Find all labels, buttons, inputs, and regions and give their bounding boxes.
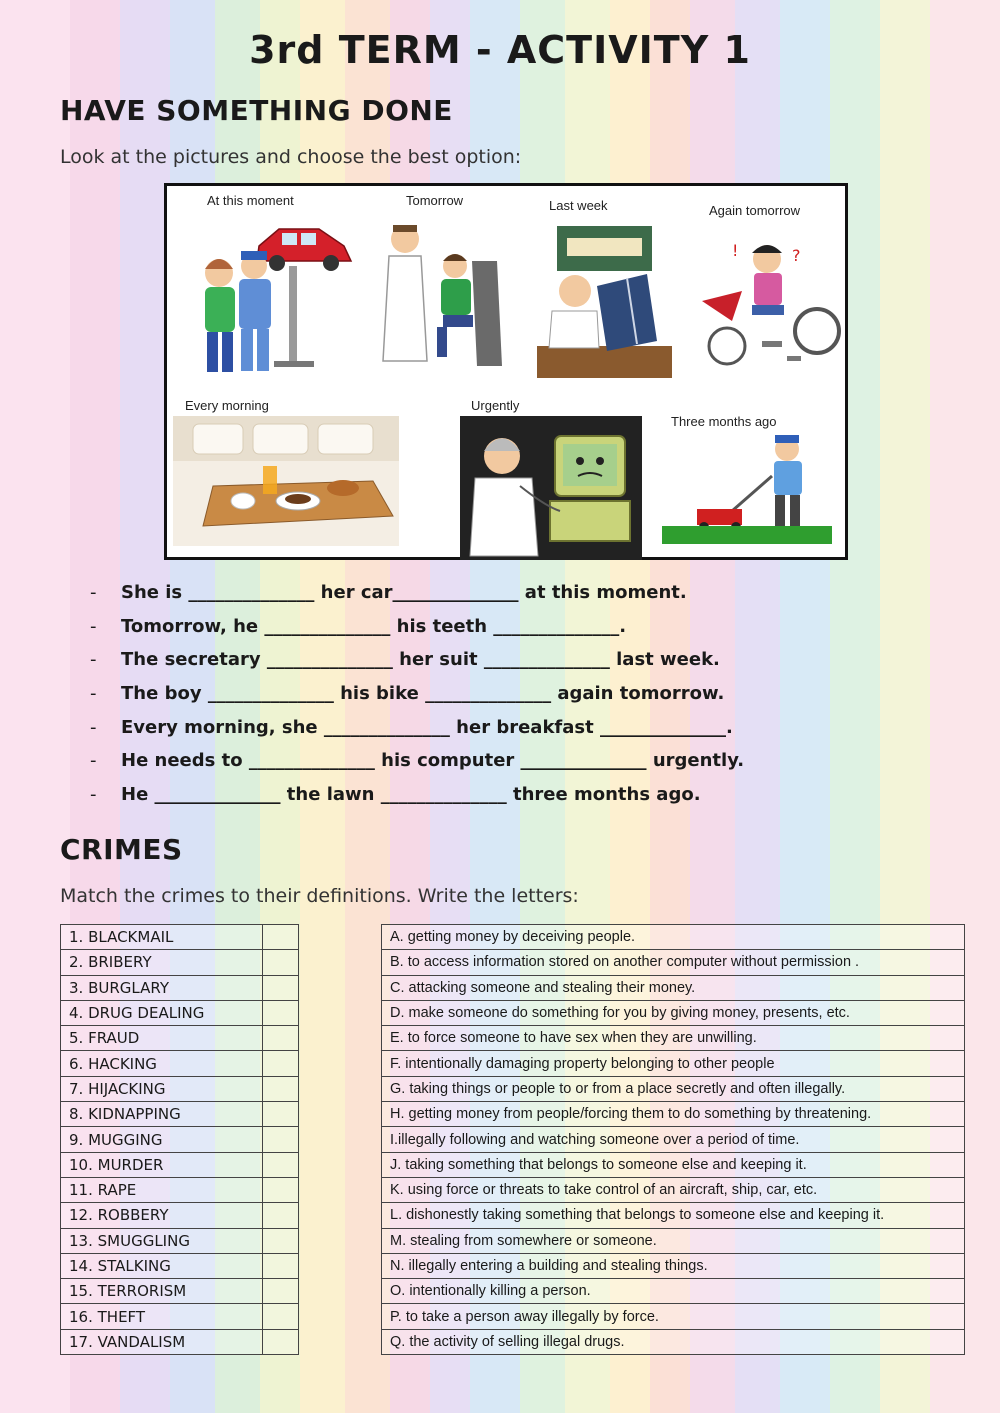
answer-letter-box[interactable] xyxy=(263,1076,299,1101)
answer-letter-box[interactable] xyxy=(263,1102,299,1127)
definition-row xyxy=(382,1253,965,1278)
answer-letter-box[interactable] xyxy=(263,1177,299,1202)
fill-in-sentences xyxy=(90,582,950,818)
picture-label-every-morning: Every morning xyxy=(185,398,269,413)
definition-row xyxy=(382,925,965,950)
answer-letter-box[interactable] xyxy=(263,925,299,950)
computer-doctor-illustration xyxy=(460,416,642,560)
definition-text: B. to access information stored on another computer without permission . xyxy=(382,950,965,975)
crime-name: 6. HACKING xyxy=(61,1051,263,1076)
crime-name: 16. THEFT xyxy=(61,1304,263,1329)
crime-name: 14. STALKING xyxy=(61,1253,263,1278)
crime-row xyxy=(61,1228,299,1253)
definition-row xyxy=(382,1076,965,1101)
definitions-table xyxy=(381,924,965,1355)
crimes-table xyxy=(60,924,299,1355)
definition-row xyxy=(382,1051,965,1076)
crime-row xyxy=(61,1051,299,1076)
picture-label-at-this-moment: At this moment xyxy=(207,193,294,208)
definition-row xyxy=(382,975,965,1000)
dry-cleaner-illustration xyxy=(537,216,672,381)
answer-letter-box[interactable] xyxy=(263,1026,299,1051)
definition-text: F. intentionally damaging property belonging to other people xyxy=(382,1051,965,1076)
definition-row xyxy=(382,1177,965,1202)
picture-panel xyxy=(164,183,848,560)
crime-name: 1. BLACKMAIL xyxy=(61,925,263,950)
crime-row xyxy=(61,1253,299,1278)
crime-row xyxy=(61,1000,299,1025)
lawn-mower-illustration xyxy=(662,431,832,546)
crime-name: 5. FRAUD xyxy=(61,1026,263,1051)
crime-row xyxy=(61,1203,299,1228)
definition-row xyxy=(382,1228,965,1253)
definition-row xyxy=(382,1203,965,1228)
definition-text: H. getting money from people/forcing them to do something by threatening. xyxy=(382,1102,965,1127)
definition-text: K. using force or threats to take control of an aircraft, ship, car, etc. xyxy=(382,1177,965,1202)
definition-row xyxy=(382,1102,965,1127)
answer-letter-box[interactable] xyxy=(263,975,299,1000)
definition-text: J. taking something that belongs to someone else and keeping it. xyxy=(382,1152,965,1177)
breakfast-tray-illustration xyxy=(173,416,399,546)
sentence-2[interactable]: - Tomorrow, he ______________ his teeth ______________. xyxy=(90,615,627,637)
definition-text: C. attacking someone and stealing their money. xyxy=(382,975,965,1000)
crime-name: 7. HIJACKING xyxy=(61,1076,263,1101)
crime-name: 2. BRIBERY xyxy=(61,950,263,975)
definition-text: E. to force someone to have sex when they are unwilling. xyxy=(382,1026,965,1051)
section1-instruction: Look at the pictures and choose the best option: xyxy=(60,146,522,168)
crime-name: 4. DRUG DEALING xyxy=(61,1000,263,1025)
definition-text: M. stealing from somewhere or someone. xyxy=(382,1228,965,1253)
dentist-illustration xyxy=(377,211,507,376)
definition-row xyxy=(382,1152,965,1177)
sentence-4[interactable]: - The boy ______________ his bike ______________ again tomorrow. xyxy=(90,683,725,705)
picture-label-again-tomorrow: Again tomorrow xyxy=(709,203,801,218)
definition-text: O. intentionally killing a person. xyxy=(382,1279,965,1304)
answer-letter-box[interactable] xyxy=(263,1000,299,1025)
definition-row xyxy=(382,1026,965,1051)
picture-label-last-week: Last week xyxy=(549,198,608,213)
crime-row xyxy=(61,1304,299,1329)
sentence-7[interactable]: - He ______________ the lawn ______________ three months ago. xyxy=(90,784,701,806)
answer-letter-box[interactable] xyxy=(263,1279,299,1304)
svg-text:!: ! xyxy=(732,241,739,260)
definition-row xyxy=(382,1329,965,1354)
sentence-3[interactable]: - The secretary ______________ her suit ______________ last week. xyxy=(90,649,720,671)
crime-row xyxy=(61,1329,299,1354)
broken-bike-illustration xyxy=(692,231,842,381)
mechanic-car-illustration xyxy=(179,211,359,381)
definition-text: N. illegally entering a building and stealing things. xyxy=(382,1253,965,1278)
answer-letter-box[interactable] xyxy=(263,1304,299,1329)
definition-text: A. getting money by deceiving people. xyxy=(382,925,965,950)
definition-row xyxy=(382,1000,965,1025)
svg-text:?: ? xyxy=(792,246,801,265)
answer-letter-box[interactable] xyxy=(263,1203,299,1228)
picture-label-three-months-ago: Three months ago xyxy=(671,414,777,429)
crime-row xyxy=(61,950,299,975)
definition-row xyxy=(382,1304,965,1329)
crime-name: 12. ROBBERY xyxy=(61,1203,263,1228)
answer-letter-box[interactable] xyxy=(263,1127,299,1152)
crime-name: 3. BURGLARY xyxy=(61,975,263,1000)
picture-label-tomorrow: Tomorrow xyxy=(406,193,464,208)
crime-row xyxy=(61,1152,299,1177)
section-heading-have-something-done: HAVE SOMETHING DONE xyxy=(60,94,453,127)
sentence-5[interactable]: - Every morning, she ______________ her breakfast ______________. xyxy=(90,716,733,738)
crime-row xyxy=(61,1127,299,1152)
crime-row xyxy=(61,925,299,950)
picture-label-urgently: Urgently xyxy=(471,398,520,413)
definition-text: D. make someone do something for you by giving money, presents, etc. xyxy=(382,1000,965,1025)
page-title: 3rd TERM - ACTIVITY 1 xyxy=(249,28,751,72)
crime-row xyxy=(61,1076,299,1101)
section-heading-crimes: CRIMES xyxy=(60,833,183,866)
answer-letter-box[interactable] xyxy=(263,1051,299,1076)
crime-row xyxy=(61,1177,299,1202)
definition-row xyxy=(382,1127,965,1152)
answer-letter-box[interactable] xyxy=(263,1228,299,1253)
definition-text: I.illegally following and watching someone over a period of time. xyxy=(382,1127,965,1152)
crime-name: 17. VANDALISM xyxy=(61,1329,263,1354)
answer-letter-box[interactable] xyxy=(263,1152,299,1177)
answer-letter-box[interactable] xyxy=(263,950,299,975)
crime-row xyxy=(61,1102,299,1127)
definition-text: Q. the activity of selling illegal drugs. xyxy=(382,1329,965,1354)
crime-name: 9. MUGGING xyxy=(61,1127,263,1152)
section2-instruction: Match the crimes to their definitions. Write the letters: xyxy=(60,885,579,907)
definition-row xyxy=(382,950,965,975)
definition-text: P. to take a person away illegally by force. xyxy=(382,1304,965,1329)
crime-row xyxy=(61,1026,299,1051)
crime-name: 15. TERRORISM xyxy=(61,1279,263,1304)
answer-letter-box[interactable] xyxy=(263,1253,299,1278)
crime-name: 8. KIDNAPPING xyxy=(61,1102,263,1127)
crime-row xyxy=(61,1279,299,1304)
definition-text: G. taking things or people to or from a place secretly and often illegally. xyxy=(382,1076,965,1101)
answer-letter-box[interactable] xyxy=(263,1329,299,1354)
definition-row xyxy=(382,1279,965,1304)
definition-text: L. dishonestly taking something that belongs to someone else and keeping it. xyxy=(382,1203,965,1228)
crime-name: 11. RAPE xyxy=(61,1177,263,1202)
sentence-1[interactable]: - She is ______________ her car______________ at this moment. xyxy=(90,582,687,603)
crime-name: 10. MURDER xyxy=(61,1152,263,1177)
crime-row xyxy=(61,975,299,1000)
crime-name: 13. SMUGGLING xyxy=(61,1228,263,1253)
sentence-6[interactable]: - He needs to ______________ his computer ______________ urgently. xyxy=(90,750,745,772)
